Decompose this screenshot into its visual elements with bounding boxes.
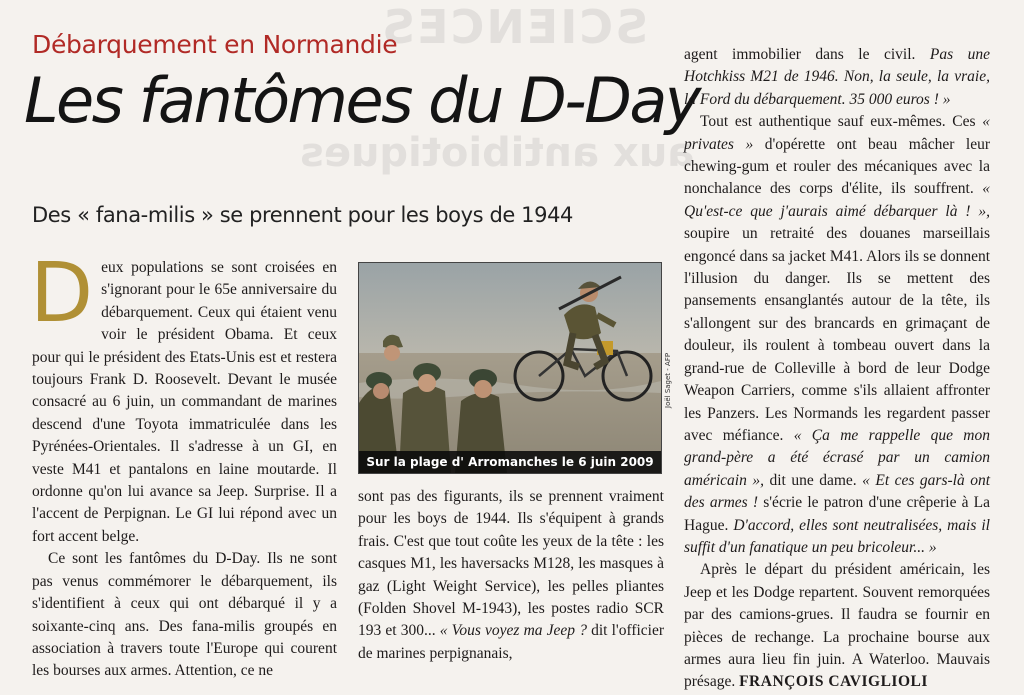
column-1: [30, 246, 337, 683]
p3-quote-privates: « privates »: [684, 113, 990, 153]
dropcap: D: [30, 246, 94, 341]
p3-quote-grand-pere: « Ça me rappelle que mon grand-père a été écrasé par un camion américain »,: [684, 426, 990, 489]
p4-text: Après le départ du président américain, les Jeep et les Dodge repartent. Souvent remorquées par des camions-grues. Il faudra se fournir en pièces de rechange. La prochaine bourse aux armes aura lieu fin juin. A Waterloo. Mauvais présage.: [684, 561, 990, 691]
paragraph-2-end: dit l'officier de marines perpignanais,: [358, 622, 665, 662]
headline: Les fantômes du D-Day: [24, 64, 700, 137]
photo-caption: Sur la plage d' Arromanches le 6 juin 2009: [359, 451, 661, 473]
paragraph-2: Ce sont les fantômes du D-Day. Ils ne sont pas venus commémorer le débarquement, ils s'identifient à ceux qui ont débarqué il y a soixante-cinq ans. Des fana-milis groupés en association à travers toute l'Europe qui courent les bourses aux armes. Attention, ce ne: [32, 550, 337, 680]
photo-credit: Joël Saget - AFP: [664, 352, 672, 408]
paragraph-2-tail-text: agent immobilier dans le civil.: [684, 46, 916, 63]
p3-quote-bricoleur: D'accord, elles sont neutralisées, mais il suffit d'un fanatique un peu bricoleur... »: [684, 516, 990, 556]
paragraph-2-tail: [684, 44, 990, 111]
author-byline: FRANÇOIS CAVIGLIOLI: [739, 673, 928, 691]
quote-jeep: « Vous voyez ma Jeep ?: [439, 622, 587, 640]
subheadline: Des « fana-milis » se prennent pour les boys de 1944: [32, 203, 574, 227]
p3-d: dit une dame.: [769, 471, 857, 489]
paragraph-2-cont-text: sont pas des figurants, ils se prennent vraiment pour les boys de 1944. Ils s'équipent à grands frais. C'est que tout coûte les yeux de la tête : les casques M1, les haversacks M128, les masques à gaz (Light Weight Service), les pelles pliantes (Folden Shovel M-1943), les postes radio SCR 193 et 300...: [358, 488, 664, 640]
paragraph-4: [684, 559, 990, 693]
quote-ford: Pas une Hotchkiss M21 de 1946. Non, la seule, la vraie, la Ford du débarquement. 35 000 euros ! »: [684, 46, 991, 108]
photo-illustration: [359, 263, 661, 473]
paragraph-3: [684, 111, 990, 559]
p3-a: Tout est authentique sauf eux-mêmes. Ces: [700, 113, 976, 131]
bleedthrough-sciences: SCIENCES: [380, 0, 649, 54]
paragraph-1-text: eux populations se sont croisées en s'ignorant pour le 65e anniversaire du débarquement. Ceux qui étaient venu voir le président Obama. Et ceux pour qui le président des Etats-Unis est et restera toujours Frank D. Roosevelt. Devant le musée consacré au 6 juin, un commandant de marines descend d'une Toyota immatriculée dans les Pyrénées-Orientales. Il s'adresse à un GI, en veste M41 et pantalons en laine moutarde. Il ordonne qu'on lui avance sa Jeep. Surprise. Il a l'accent de Perpignan. Le GI lui répond avec un fort accent belge.: [32, 259, 337, 545]
p3-c: soupire un retraité des douanes marseillais engoncé dans sa jacket M41. Alors ils se donnent l'illusion du danger. Ils se mettent des pansements ensanglantés autour de la tête, ils s'allongent sur des brancards en grimaçant de douleur, ils roulent à tombeau ouvert dans la grand-rue de Colleville à bord de leur Dodge Weapon Carriers, comme s'ils allaient affronter les Panzers. Les Normands les regardent passer avec méfiance.: [684, 225, 990, 444]
bleedthrough-antibiotiques: aux antibiotiques: [300, 130, 695, 176]
column-2: [358, 486, 664, 665]
article-photo: [358, 262, 662, 474]
paragraph-2-continued: [358, 486, 664, 665]
column-3: [684, 44, 990, 694]
kicker: Débarquement en Normandie: [32, 30, 398, 59]
p3-quote-armes: « Et ces gars-là ont des armes !: [684, 471, 991, 512]
p3-b: d'opérette ont beau mâcher leur chewing-gum et rouler des mécaniques avec la nonchalance des corps d'élite, ils souffrent.: [684, 135, 990, 198]
p3-e: s'écrie le patron d'une crêperie à La Hague.: [684, 494, 991, 534]
paragraph-1: [30, 246, 337, 548]
p3-quote-debarquer: « Qu'est-ce que j'aurais aimé débarquer là ! »,: [684, 180, 990, 220]
